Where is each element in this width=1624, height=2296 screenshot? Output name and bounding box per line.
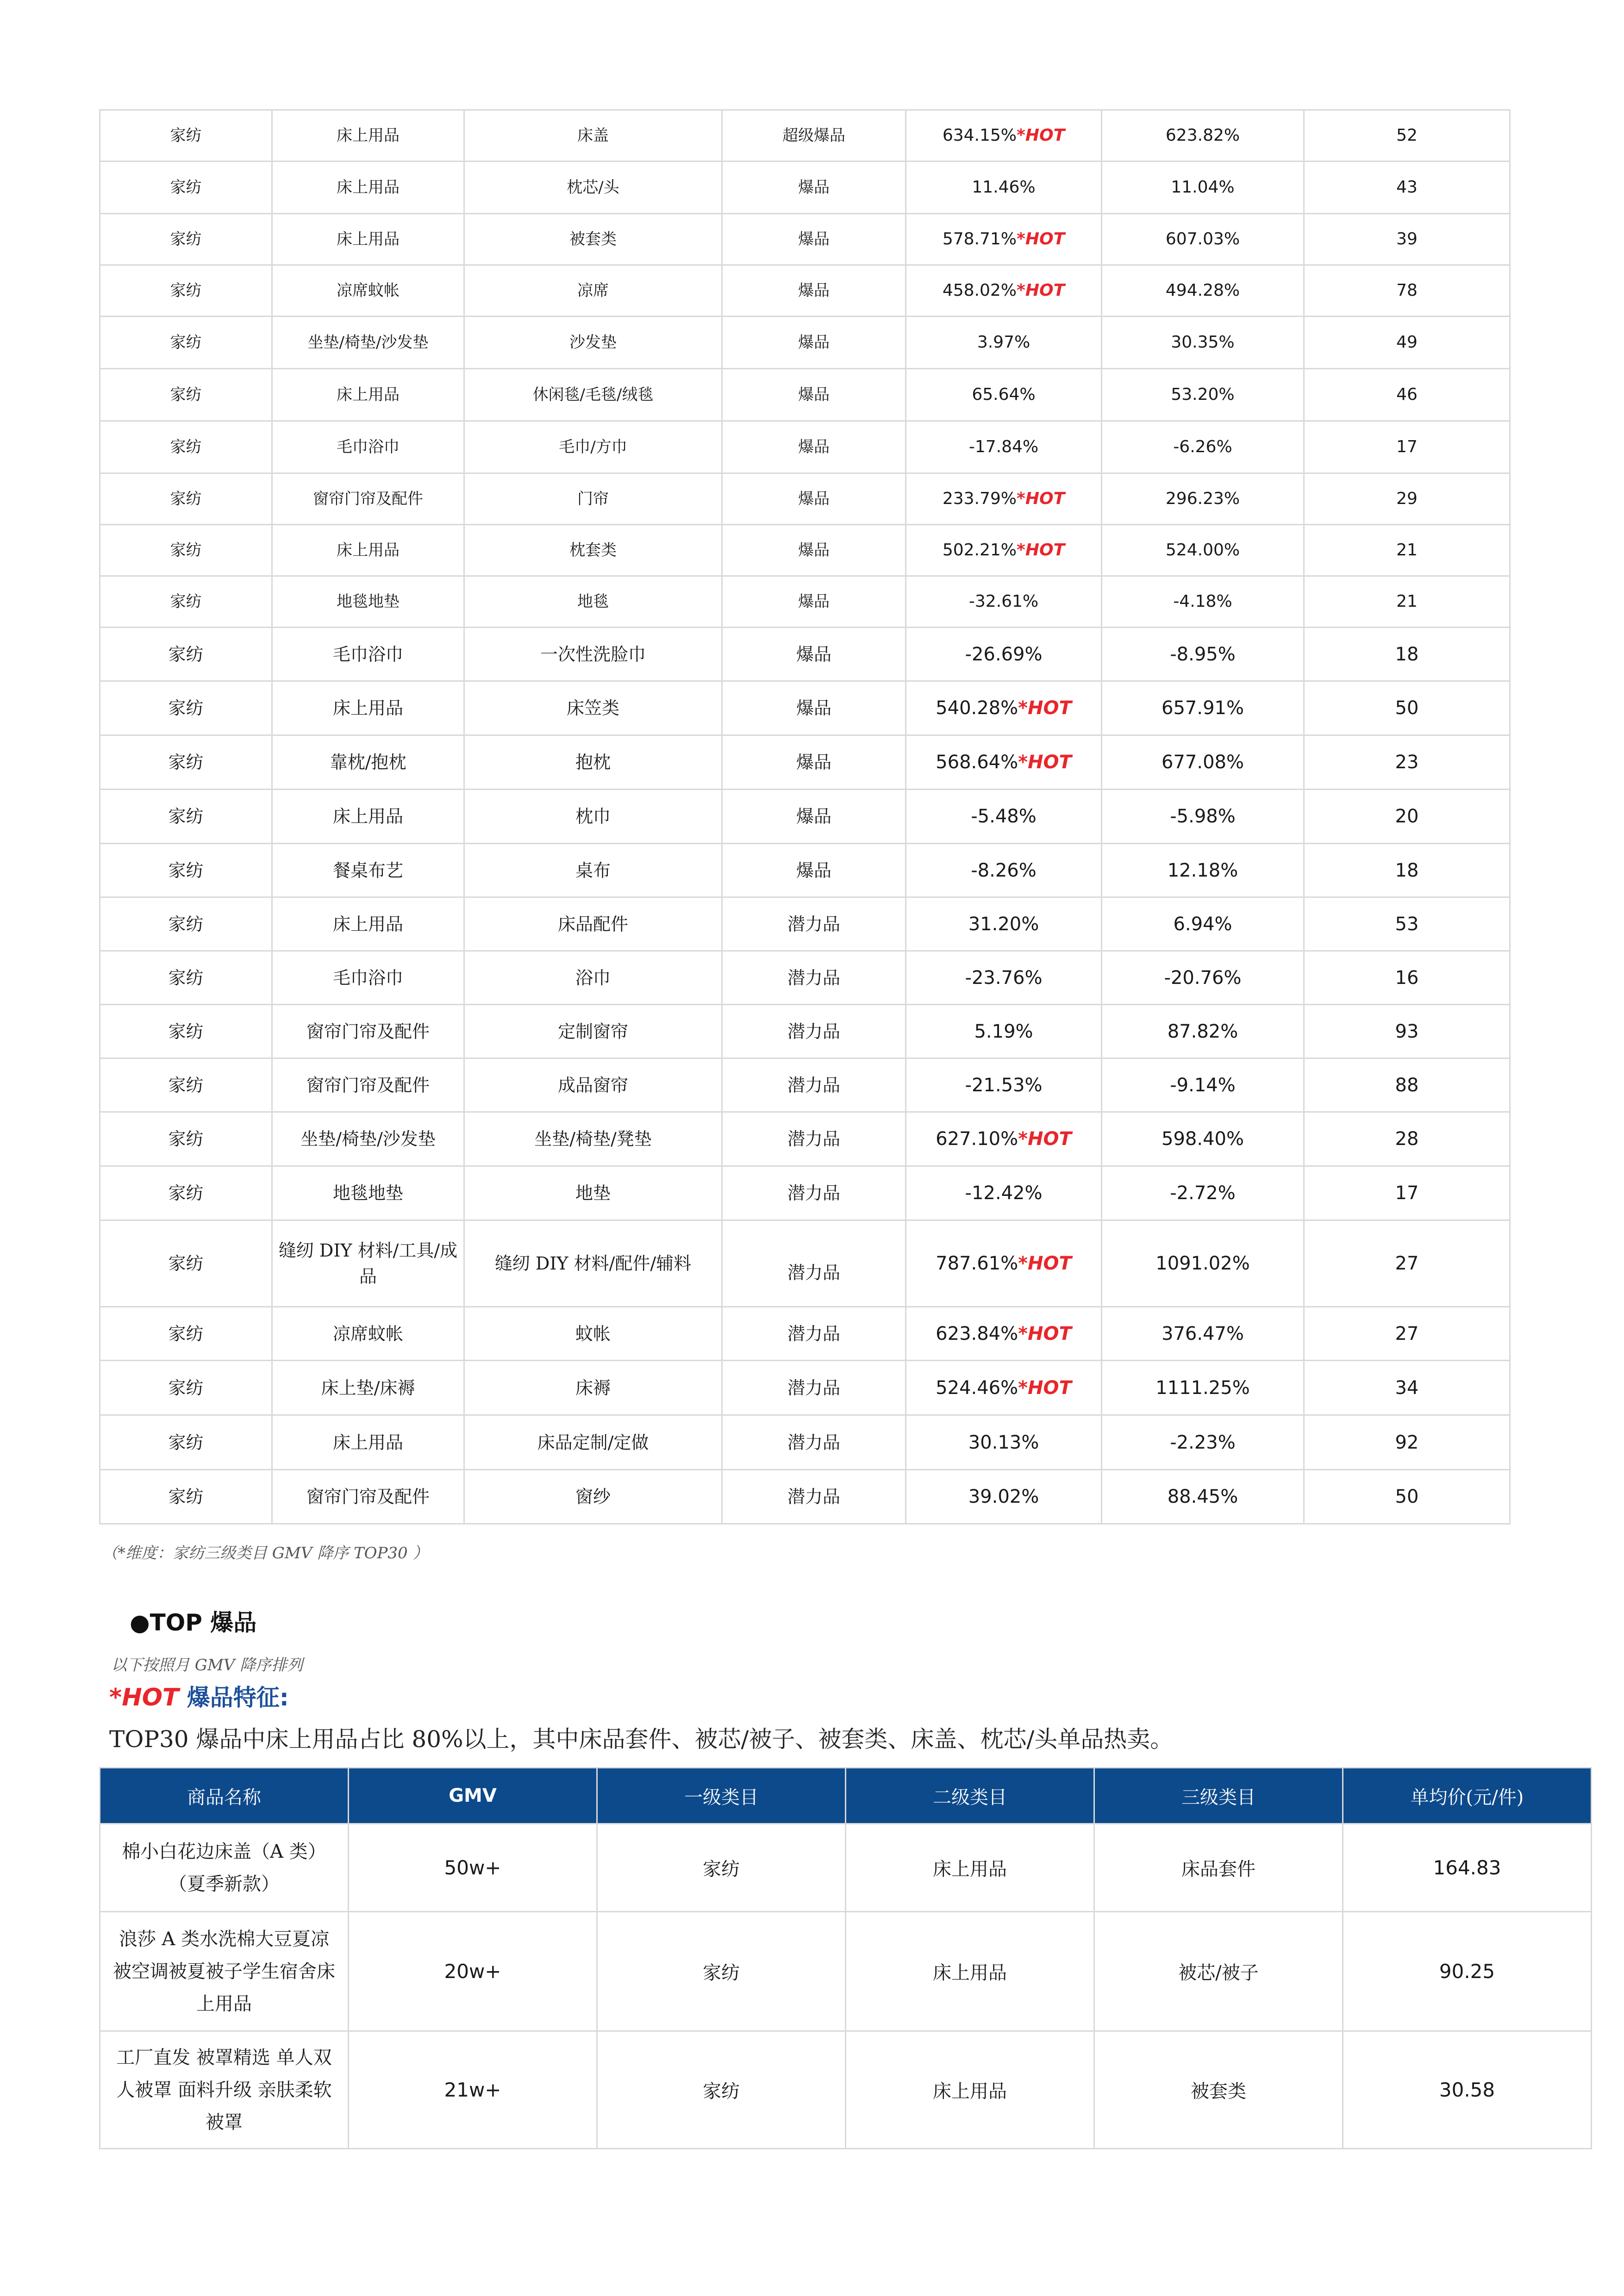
growth-value: 11.46% <box>972 178 1036 197</box>
growth-value: 627.10% <box>936 1128 1018 1150</box>
cell-tier: 爆品 <box>722 790 906 844</box>
cell-tier: 爆品 <box>722 844 906 897</box>
cell-gmv-growth <box>906 1470 1102 1524</box>
cell-tier: 潜力品 <box>722 951 906 1005</box>
cell-industry: 家纺 <box>100 1005 272 1058</box>
cell-industry: 家纺 <box>100 735 272 790</box>
product-table-header <box>100 1768 1592 1824</box>
cell-industry: 家纺 <box>100 473 272 525</box>
cell-category-2: 枕套类 <box>464 525 722 576</box>
cell-count: 17 <box>1304 421 1510 473</box>
cell-count: 18 <box>1304 844 1510 897</box>
table-row <box>100 951 1510 1005</box>
product-table <box>99 1767 1592 2149</box>
cell-cat3: 被芯/被子 <box>1094 1912 1343 2031</box>
tier-label: 潜力品 <box>787 1263 840 1283</box>
cell-tier: 爆品 <box>722 369 906 421</box>
cell-category-1: 毛巾浴巾 <box>272 951 464 1005</box>
cell-growth-2: 53.20% <box>1102 369 1304 421</box>
table-row <box>100 473 1510 525</box>
cell-gmv-growth <box>906 214 1102 265</box>
cell-category-2: 凉席 <box>464 265 722 317</box>
table-row <box>100 1912 1592 2031</box>
growth-value: -21.53% <box>965 1074 1043 1096</box>
cell-category-1: 床上用品 <box>272 1415 464 1470</box>
growth-value: 233.79% <box>942 489 1017 508</box>
cell-count: 46 <box>1304 369 1510 421</box>
cell-tier: 潜力品 <box>722 1415 906 1470</box>
hot-tag: *HOT <box>1017 126 1065 145</box>
cell-tier: 爆品 <box>722 473 906 525</box>
cell-gmv-growth <box>906 1166 1102 1220</box>
cell-industry: 家纺 <box>100 897 272 951</box>
cell-cat2: 床上用品 <box>846 1912 1094 2031</box>
cell-tier: 爆品 <box>722 265 906 317</box>
hot-tag: *HOT <box>1018 1253 1072 1274</box>
cell-cat1: 家纺 <box>597 1824 846 1912</box>
cell-gmv-growth <box>906 951 1102 1005</box>
cell-category-1: 床上用品 <box>272 110 464 162</box>
cell-count: 53 <box>1304 897 1510 951</box>
cell-category-2: 蚊帐 <box>464 1307 722 1361</box>
cell-category-1: 床上用品 <box>272 790 464 844</box>
cell-gmv-growth <box>906 265 1102 317</box>
cell-category-2: 枕芯/头 <box>464 162 722 214</box>
cell-industry: 家纺 <box>100 1166 272 1220</box>
cell-category-1: 缝纫 DIY 材料/工具/成品 <box>272 1220 464 1307</box>
cell-tier: 潜力品 <box>722 1058 906 1112</box>
table-row <box>100 1112 1510 1166</box>
table-row <box>100 1058 1510 1112</box>
cell-tier: 爆品 <box>722 162 906 214</box>
cell-growth-2: 598.40% <box>1102 1112 1304 1166</box>
growth-value: 634.15% <box>942 126 1017 145</box>
hot-tag: *HOT <box>1018 1128 1072 1150</box>
cell-unit-price: 90.25 <box>1343 1912 1592 2031</box>
cell-category-2: 门帘 <box>464 473 722 525</box>
cell-category-2: 沙发垫 <box>464 317 722 369</box>
cell-category-1: 毛巾浴巾 <box>272 421 464 473</box>
growth-value: 39.02% <box>968 1486 1039 1507</box>
cell-category-1: 坐垫/椅垫/沙发垫 <box>272 1112 464 1166</box>
cell-category-2: 地毯 <box>464 576 722 628</box>
cell-category-1: 地毯地垫 <box>272 576 464 628</box>
cell-unit-price: 30.58 <box>1343 2031 1592 2149</box>
cell-category-1: 地毯地垫 <box>272 1166 464 1220</box>
cell-gmv-growth <box>906 525 1102 576</box>
cell-tier: 爆品 <box>722 576 906 628</box>
cell-industry: 家纺 <box>100 110 272 162</box>
cell-category-1: 床上用品 <box>272 897 464 951</box>
cell-cat3: 床品套件 <box>1094 1824 1343 1912</box>
cell-category-1: 窗帘门帘及配件 <box>272 1005 464 1058</box>
table-row <box>100 2031 1592 2149</box>
cell-growth-2: 607.03% <box>1102 214 1304 265</box>
cell-tier: 爆品 <box>722 214 906 265</box>
cell-cat1: 家纺 <box>597 2031 846 2149</box>
cell-product-name: 工厂直发 被罩精选 单人双人被罩 面料升级 亲肤柔软被罩 <box>100 2031 349 2149</box>
cell-unit-price: 164.83 <box>1343 1824 1592 1912</box>
cell-category-1: 床上用品 <box>272 214 464 265</box>
cell-category-2: 地垫 <box>464 1166 722 1220</box>
cell-category-2: 定制窗帘 <box>464 1005 722 1058</box>
growth-value: 31.20% <box>968 913 1039 935</box>
cell-industry: 家纺 <box>100 421 272 473</box>
cell-count: 17 <box>1304 1166 1510 1220</box>
table-row <box>100 317 1510 369</box>
table-row <box>100 265 1510 317</box>
cell-category-2: 床褥 <box>464 1361 722 1415</box>
cell-count: 93 <box>1304 1005 1510 1058</box>
growth-value: -12.42% <box>965 1182 1043 1204</box>
cell-count: 20 <box>1304 790 1510 844</box>
cell-growth-2: 1091.02% <box>1102 1220 1304 1307</box>
cell-count: 34 <box>1304 1361 1510 1415</box>
cell-gmv-growth <box>906 473 1102 525</box>
cell-growth-2: 296.23% <box>1102 473 1304 525</box>
cell-growth-2: 657.91% <box>1102 681 1304 735</box>
cell-gmv-growth <box>906 1005 1102 1058</box>
cell-gmv-growth <box>906 735 1102 790</box>
table-row <box>100 1220 1510 1307</box>
growth-value: -17.84% <box>968 437 1039 456</box>
cell-category-2: 浴巾 <box>464 951 722 1005</box>
feature-label: 爆品特征: <box>179 1684 289 1711</box>
cell-industry: 家纺 <box>100 1112 272 1166</box>
hot-tag: *HOT <box>1018 697 1072 719</box>
cell-gmv-growth <box>906 1307 1102 1361</box>
cell-count: 39 <box>1304 214 1510 265</box>
table-row <box>100 735 1510 790</box>
cell-product-name: 浪莎 A 类水洗棉大豆夏凉被空调被夏被子学生宿舍床上用品 <box>100 1912 349 2031</box>
growth-value: 30.13% <box>968 1431 1039 1453</box>
growth-value: 3.97% <box>977 333 1031 352</box>
cell-gmv-growth <box>906 317 1102 369</box>
cell-count: 21 <box>1304 576 1510 628</box>
cell-industry: 家纺 <box>100 525 272 576</box>
hot-tag: *HOT <box>109 1684 179 1711</box>
cell-gmv: 50w+ <box>349 1824 597 1912</box>
table-row <box>100 1470 1510 1524</box>
cell-growth-2: 623.82% <box>1102 110 1304 162</box>
table-row <box>100 1824 1592 1912</box>
table-row <box>100 1166 1510 1220</box>
cell-gmv-growth <box>906 421 1102 473</box>
table-row <box>100 525 1510 576</box>
cell-industry: 家纺 <box>100 790 272 844</box>
cell-count: 43 <box>1304 162 1510 214</box>
cell-category-2: 床盖 <box>464 110 722 162</box>
cell-gmv-growth <box>906 369 1102 421</box>
cell-industry: 家纺 <box>100 1361 272 1415</box>
product-table-body <box>100 1824 1592 2149</box>
header-gmv: GMV <box>349 1768 597 1824</box>
growth-value: 787.61% <box>936 1253 1018 1274</box>
cell-industry: 家纺 <box>100 576 272 628</box>
table-row <box>100 110 1510 162</box>
cell-growth-2: -2.72% <box>1102 1166 1304 1220</box>
cell-cat1: 家纺 <box>597 1912 846 2031</box>
cell-cat2: 床上用品 <box>846 1824 1094 1912</box>
cell-gmv-growth <box>906 681 1102 735</box>
cell-tier: 潜力品 <box>722 1470 906 1524</box>
cell-count: 16 <box>1304 951 1510 1005</box>
growth-value: 623.84% <box>936 1323 1018 1344</box>
table-row <box>100 369 1510 421</box>
cell-gmv-growth <box>906 1220 1102 1307</box>
cell-category-2: 抱枕 <box>464 735 722 790</box>
cell-category-2: 一次性洗脸巾 <box>464 628 722 681</box>
cell-growth-2: 30.35% <box>1102 317 1304 369</box>
cell-industry: 家纺 <box>100 214 272 265</box>
cell-industry: 家纺 <box>100 369 272 421</box>
cell-tier: 爆品 <box>722 735 906 790</box>
cell-count: 88 <box>1304 1058 1510 1112</box>
cell-tier: 爆品 <box>722 421 906 473</box>
cell-tier: 潜力品 <box>722 897 906 951</box>
cell-gmv-growth <box>906 1415 1102 1470</box>
table-footnote: （*维度：家纺三级类目 GMV 降序 TOP30 ） <box>102 1544 429 1562</box>
growth-value: 578.71% <box>942 230 1017 249</box>
cell-gmv-growth <box>906 897 1102 951</box>
header-product-name: 商品名称 <box>100 1768 349 1824</box>
cell-industry: 家纺 <box>100 265 272 317</box>
growth-value: 540.28% <box>936 697 1018 719</box>
cell-growth-2: -6.26% <box>1102 421 1304 473</box>
table-row <box>100 576 1510 628</box>
cell-gmv-growth <box>906 1112 1102 1166</box>
cell-industry: 家纺 <box>100 951 272 1005</box>
cell-tier: 潜力品 <box>722 1361 906 1415</box>
cell-category-1: 窗帘门帘及配件 <box>272 1470 464 1524</box>
cell-category-1: 餐桌布艺 <box>272 844 464 897</box>
cell-industry: 家纺 <box>100 1415 272 1470</box>
cell-count: 78 <box>1304 265 1510 317</box>
cell-gmv-growth <box>906 790 1102 844</box>
cell-count: 27 <box>1304 1307 1510 1361</box>
cell-gmv-growth <box>906 844 1102 897</box>
cell-product-name: 棉小白花边床盖（A 类）（夏季新款） <box>100 1824 349 1912</box>
growth-value: 65.64% <box>972 385 1036 404</box>
category-table <box>99 109 1511 1524</box>
cell-category-2: 桌布 <box>464 844 722 897</box>
cell-cat2: 床上用品 <box>846 2031 1094 2149</box>
hot-tag: *HOT <box>1018 1377 1072 1399</box>
cell-growth-2: 524.00% <box>1102 525 1304 576</box>
hot-tag: *HOT <box>1017 541 1065 560</box>
cell-industry: 家纺 <box>100 317 272 369</box>
cell-count: 23 <box>1304 735 1510 790</box>
cell-gmv-growth <box>906 1361 1102 1415</box>
cell-category-2: 被套类 <box>464 214 722 265</box>
cell-growth-2: 87.82% <box>1102 1005 1304 1058</box>
hot-tag: *HOT <box>1017 281 1065 300</box>
cell-growth-2: 494.28% <box>1102 265 1304 317</box>
cell-category-2: 坐垫/椅垫/凳垫 <box>464 1112 722 1166</box>
cell-cat3: 被套类 <box>1094 2031 1343 2149</box>
section-subtitle: 以下按照月 GMV 降序排列 <box>111 1656 303 1674</box>
cell-count: 50 <box>1304 681 1510 735</box>
cell-tier: 爆品 <box>722 681 906 735</box>
cell-industry: 家纺 <box>100 162 272 214</box>
growth-value: 458.02% <box>942 281 1017 300</box>
cell-category-2: 床笠类 <box>464 681 722 735</box>
table-row <box>100 214 1510 265</box>
table-row <box>100 1361 1510 1415</box>
cell-category-1: 床上用品 <box>272 681 464 735</box>
cell-gmv: 21w+ <box>349 2031 597 2149</box>
cell-tier: 超级爆品 <box>722 110 906 162</box>
category-table-body <box>100 110 1510 1524</box>
cell-industry: 家纺 <box>100 1470 272 1524</box>
cell-growth-2: 11.04% <box>1102 162 1304 214</box>
hot-tag: *HOT <box>1017 230 1065 249</box>
cell-growth-2: 12.18% <box>1102 844 1304 897</box>
cell-tier: 爆品 <box>722 628 906 681</box>
cell-category-2: 窗纱 <box>464 1470 722 1524</box>
cell-category-2: 床品配件 <box>464 897 722 951</box>
cell-gmv-growth <box>906 162 1102 214</box>
hot-tag: *HOT <box>1017 489 1065 508</box>
cell-category-1: 床上用品 <box>272 369 464 421</box>
cell-industry: 家纺 <box>100 681 272 735</box>
cell-gmv-growth <box>906 1058 1102 1112</box>
cell-count: 27 <box>1304 1220 1510 1307</box>
cell-industry: 家纺 <box>100 1058 272 1112</box>
hot-tag: *HOT <box>1018 752 1072 773</box>
growth-value: 5.19% <box>974 1020 1033 1042</box>
cell-growth-2: -2.23% <box>1102 1415 1304 1470</box>
cell-growth-2: 1111.25% <box>1102 1361 1304 1415</box>
cell-industry: 家纺 <box>100 844 272 897</box>
cell-growth-2: -5.98% <box>1102 790 1304 844</box>
cell-category-1: 窗帘门帘及配件 <box>272 473 464 525</box>
cell-count: 92 <box>1304 1415 1510 1470</box>
cell-category-1: 床上用品 <box>272 525 464 576</box>
cell-category-2: 休闲毯/毛毯/绒毯 <box>464 369 722 421</box>
cell-category-1: 窗帘门帘及配件 <box>272 1058 464 1112</box>
growth-value: -5.48% <box>971 806 1037 827</box>
cell-growth-2: 376.47% <box>1102 1307 1304 1361</box>
cell-category-1: 凉席蚊帐 <box>272 1307 464 1361</box>
cell-category-1: 床上垫/床褥 <box>272 1361 464 1415</box>
cell-industry: 家纺 <box>100 628 272 681</box>
cell-growth-2: -4.18% <box>1102 576 1304 628</box>
cell-growth-2: 677.08% <box>1102 735 1304 790</box>
cell-tier: 爆品 <box>722 317 906 369</box>
cell-growth-2: -8.95% <box>1102 628 1304 681</box>
cell-tier: 潜力品 <box>722 1112 906 1166</box>
table-row <box>100 1415 1510 1470</box>
cell-gmv-growth <box>906 576 1102 628</box>
cell-tier: 潜力品 <box>722 1307 906 1361</box>
cell-growth-2: 6.94% <box>1102 897 1304 951</box>
growth-value: -8.26% <box>971 859 1037 881</box>
header-cat1: 一级类目 <box>597 1768 846 1824</box>
table-row <box>100 1005 1510 1058</box>
table-row <box>100 421 1510 473</box>
cell-count: 52 <box>1304 110 1510 162</box>
header-cat3: 三级类目 <box>1094 1768 1343 1824</box>
table-row <box>100 681 1510 735</box>
cell-category-1: 毛巾浴巾 <box>272 628 464 681</box>
table-row <box>100 162 1510 214</box>
table-row <box>100 1307 1510 1361</box>
cell-growth-2: -9.14% <box>1102 1058 1304 1112</box>
cell-tier: 潜力品 <box>722 1166 906 1220</box>
cell-category-1: 床上用品 <box>272 162 464 214</box>
growth-value: 524.46% <box>936 1377 1018 1399</box>
growth-value: -23.76% <box>965 967 1043 989</box>
cell-gmv-growth <box>906 110 1102 162</box>
table-row <box>100 790 1510 844</box>
growth-value: -32.61% <box>968 592 1039 611</box>
cell-tier: 潜力品 <box>722 1005 906 1058</box>
feature-title <box>109 1679 289 1712</box>
cell-category-1: 靠枕/抱枕 <box>272 735 464 790</box>
cell-count: 28 <box>1304 1112 1510 1166</box>
header-unit-price: 单均价(元/件) <box>1343 1768 1592 1824</box>
feature-text: TOP30 爆品中床上用品占比 80%以上，其中床品套件、被芯/被子、被套类、床盖、枕芯/头单品热卖。 <box>109 1726 1174 1753</box>
growth-value: 568.64% <box>936 752 1018 773</box>
cell-category-2: 床品定制/定做 <box>464 1415 722 1470</box>
cell-gmv: 20w+ <box>349 1912 597 2031</box>
cell-category-1: 凉席蚊帐 <box>272 265 464 317</box>
cell-count: 50 <box>1304 1470 1510 1524</box>
table-row <box>100 897 1510 951</box>
table-row <box>100 844 1510 897</box>
hot-tag: *HOT <box>1018 1323 1072 1344</box>
growth-value: 502.21% <box>942 541 1017 560</box>
cell-category-2: 毛巾/方巾 <box>464 421 722 473</box>
cell-category-2: 枕巾 <box>464 790 722 844</box>
growth-value: -26.69% <box>965 643 1043 665</box>
cell-growth-2: -20.76% <box>1102 951 1304 1005</box>
cell-industry: 家纺 <box>100 1307 272 1361</box>
cell-count: 18 <box>1304 628 1510 681</box>
section-title: ●TOP 爆品 <box>130 1609 257 1636</box>
cell-category-2: 成品窗帘 <box>464 1058 722 1112</box>
cell-growth-2: 88.45% <box>1102 1470 1304 1524</box>
cell-count: 21 <box>1304 525 1510 576</box>
cell-industry: 家纺 <box>100 1220 272 1307</box>
cell-tier: 爆品 <box>722 525 906 576</box>
header-cat2: 二级类目 <box>846 1768 1094 1824</box>
table-row <box>100 628 1510 681</box>
cell-gmv-growth <box>906 628 1102 681</box>
cell-category-1: 坐垫/椅垫/沙发垫 <box>272 317 464 369</box>
cell-count: 49 <box>1304 317 1510 369</box>
cell-category-2: 缝纫 DIY 材料/配件/辅料 <box>464 1220 722 1307</box>
cell-count: 29 <box>1304 473 1510 525</box>
cell-tier <box>722 1220 906 1307</box>
